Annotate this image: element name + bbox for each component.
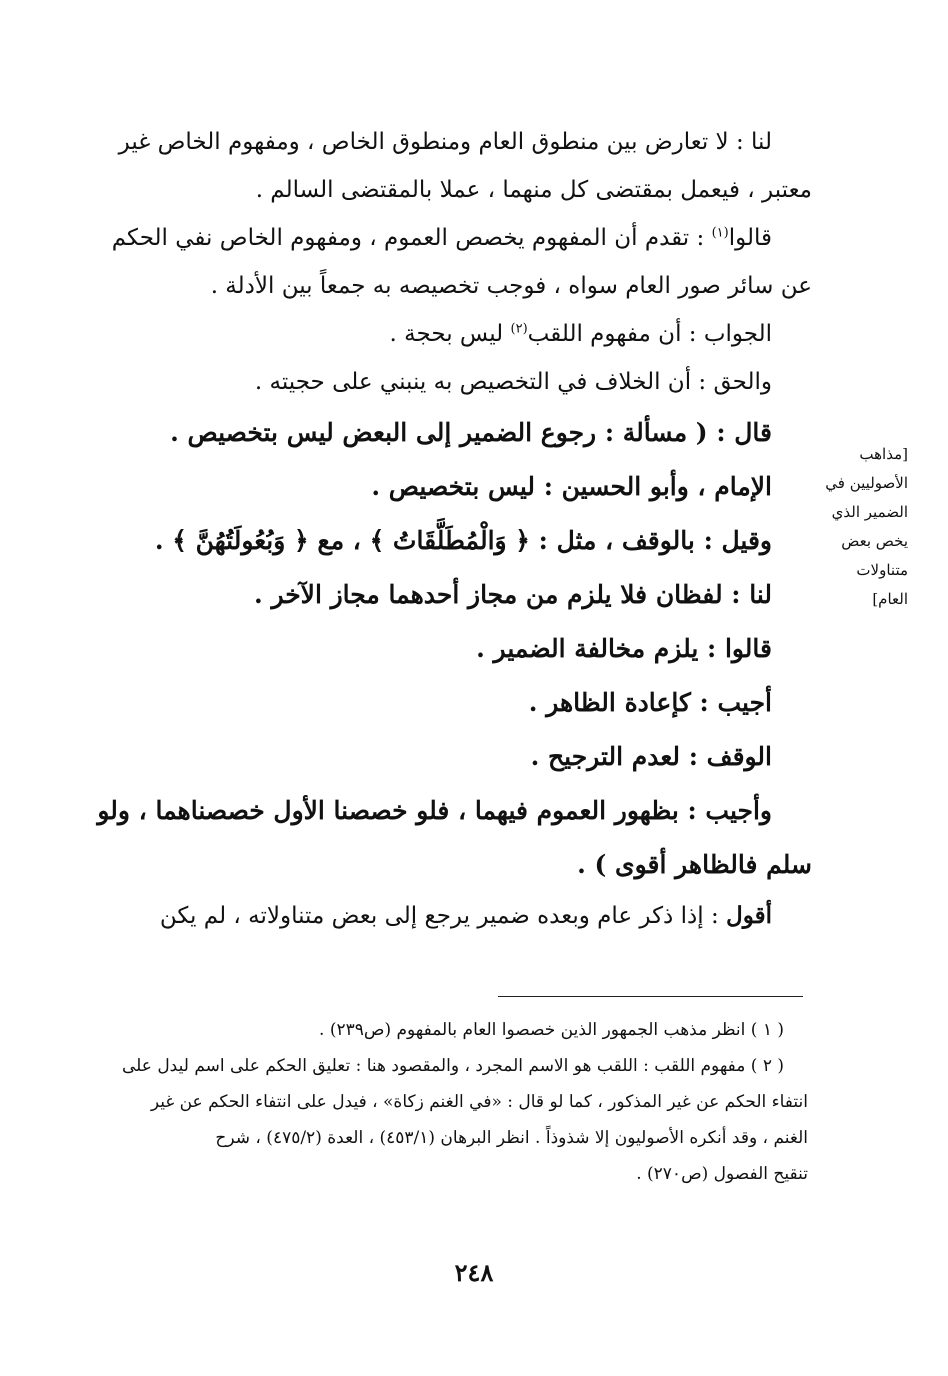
quoted-text-line: الإمام ، وأبو الحسين : ليس بتخصيص . <box>371 472 772 501</box>
quoted-text-line: أجيب : كإعادة الظاهر . <box>528 688 772 717</box>
text-line: والحق : أن الخلاف في التخصيص به ينبني على حجيته . <box>254 369 772 395</box>
margin-note-line: الضمير الذي <box>831 503 908 521</box>
text-line <box>40 214 812 262</box>
text-segment: : إذا ذكر عام وبعده ضمير يرجع إلى بعض متناولاته ، لم يكن <box>159 903 727 929</box>
footnotes <box>46 1012 808 1192</box>
text-segment: ليس بحجة . <box>389 321 511 347</box>
footnote-ref[interactable]: (١) <box>711 225 729 241</box>
footnote-line: تنقيح الفصول (ص٢٧٠) . <box>636 1164 808 1184</box>
text-segment: أقول <box>726 902 772 929</box>
margin-note-line: متناولات <box>856 561 908 579</box>
quoted-text-line: قال : ( مسألة : رجوع الضمير إلى البعض ليس بتخصيص . <box>170 418 772 447</box>
page-number: ٢٤٨ <box>454 1258 494 1287</box>
margin-note-line: الأصوليين في <box>825 474 908 492</box>
footnote-ref[interactable]: (٢) <box>510 321 528 337</box>
margin-note <box>808 440 908 614</box>
text-line: لنا : لا تعارض بين منطوق العام ومنطوق الخاص ، ومفهوم الخاص غير <box>118 129 772 155</box>
margin-note-line: [مذاهب <box>859 445 908 463</box>
text-segment: : تقدم أن المفهوم يخصص العموم ، ومفهوم الخاص نفي الحكم <box>111 225 712 251</box>
margin-note-line: العام] <box>872 590 908 608</box>
footnote-line: ( ٢ ) مفهوم اللقب : اللقب هو الاسم المجرد ، والمقصود هنا : تعليق الحكم على اسم ليدل على <box>121 1056 784 1076</box>
quoted-text-line: سلم فالظاهر أقوى ) . <box>577 850 812 879</box>
main-text <box>40 118 812 940</box>
text-line <box>40 310 812 358</box>
quoted-text-line: وأجيب : بظهور العموم فيهما ، فلو خصصنا الأول خصصناهما ، ولو <box>97 796 772 825</box>
margin-note-line: يخص بعض <box>841 532 908 550</box>
footnote-line: انتفاء الحكم عن غير المذكور ، كما لو قال : «في الغنم زكاة» ، فيدل على انتفاء الحكم عن غير <box>150 1092 808 1112</box>
text-line: عن سائر صور العام سواه ، فوجب تخصيصه به جمعاً بين الأدلة . <box>210 273 812 299</box>
quoted-text-line: وقيل : بالوقف ، مثل : ﴿ وَالْمُطَلَّقَاتُ ﴾ ، مع ﴿ وَبُعُولَتُهُنَّ ﴾ . <box>154 526 772 555</box>
quoted-text-line: لنا : لفظان فلا يلزم من مجاز أحدهما مجاز الآخر . <box>254 580 772 609</box>
footnote-line: الغنم ، وقد أنكره الأصوليون إلا شذوذاً . انظر البرهان (٤٥٣/١) ، العدة (٤٧٥/٢) ، شرح <box>215 1128 808 1148</box>
footnote-line: ( ١ ) انظر مذهب الجمهور الذين خصصوا العام بالمفهوم (ص٢٣٩) . <box>319 1020 784 1040</box>
text-line <box>40 892 812 940</box>
quoted-text-line: قالوا : يلزم مخالفة الضمير . <box>476 634 772 663</box>
text-segment: قالوا <box>728 225 772 251</box>
quoted-text-line: الوقف : لعدم الترجيح . <box>530 742 772 771</box>
text-segment: الجواب : أن مفهوم اللقب <box>527 321 772 347</box>
text-line: معتبر ، فيعمل بمقتضى كل منهما ، عملا بالمقتضى السالم . <box>255 177 812 203</box>
footnote-divider <box>498 996 803 997</box>
